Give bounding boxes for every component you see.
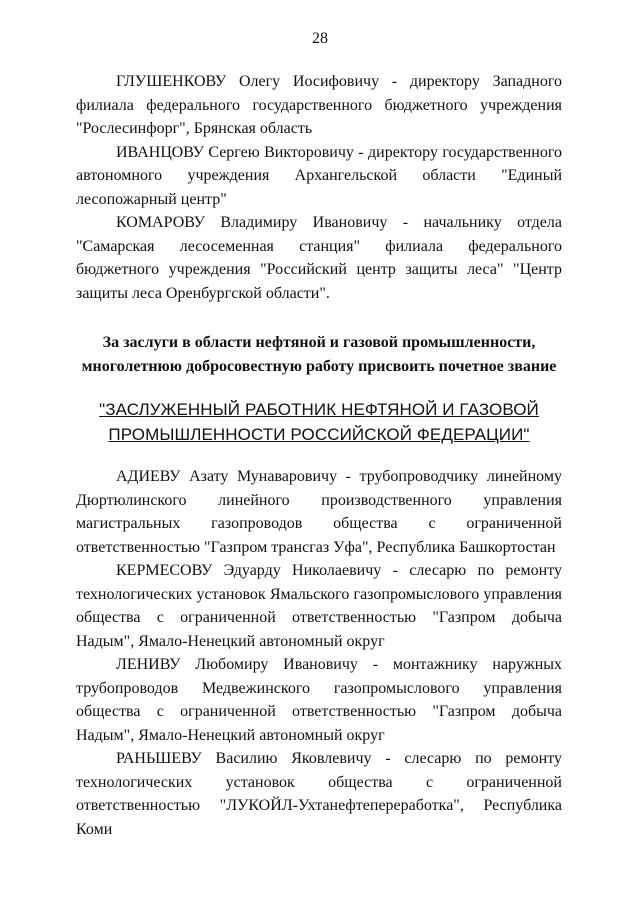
section-gap <box>76 379 562 397</box>
section-gap <box>76 305 562 331</box>
award-entry: ЛЕНИВУ Любомиру Ивановичу - монтажнику наружных трубопроводов Медвежинского газопромыслового управления общества с ограниченной ответственностью "Газпром добыча Надым", Ямало-Ненецкий автономный округ <box>76 656 562 744</box>
award-entry: КЕРМЕСОВУ Эдуарду Николаевичу - слесарю по ремонту технологических установок Ямальского газопромыслового управления общества с ограниченной ответственностью "Газпром добыча Надым", Ямало-Ненецкий автономный округ <box>76 562 562 650</box>
award-entry: ИВАНЦОВУ Сергею Викторовичу - директору государственного автономного учреждения Архангельской области "Единый лесопожарный центр" <box>76 143 562 208</box>
page-number: 28 <box>312 30 328 47</box>
document-body <box>76 70 562 841</box>
award-entry: ГЛУШЕНКОВУ Олегу Иосифовичу - директору Западного филиала федерального государственного бюджетного учреждения "Рослесинфорг", Брянская область <box>76 73 562 137</box>
honorary-title: "ЗАСЛУЖЕННЫЙ РАБОТНИК НЕФТЯНОЙ И ГАЗОВОЙ ПРОМЫШЛЕННОСТИ РОССИЙСКОЙ ФЕДЕРАЦИИ" <box>99 400 539 444</box>
award-entry: КОМАРОВУ Владимиру Ивановичу - начальнику отдела "Самарская лесосеменная станция" филиала федерального бюджетного учреждения "Российский центр защиты леса" "Центр защиты леса Оренбургской области". <box>76 214 562 302</box>
award-entry: АДИЕВУ Азату Мунаваровичу - трубопроводчику линейному Дюртюлинского линейного производственного управления магистральных газопроводов общества с ограниченной ответственностью "Газпром трансгаз Уфа", Республика Башкортостан <box>76 468 562 556</box>
section-gap <box>76 447 562 465</box>
award-entry: РАНЬШЕВУ Василию Яковлевичу - слесарю по ремонту технологических установок общества с ограниченной ответственностью "ЛУКОЙЛ-Ухтанефтепереработка", Республика Коми <box>76 750 562 838</box>
section-heading: За заслуги в области нефтяной и газовой промышленности, многолетнюю добросовестную работу присвоить почетное звание <box>81 334 557 375</box>
